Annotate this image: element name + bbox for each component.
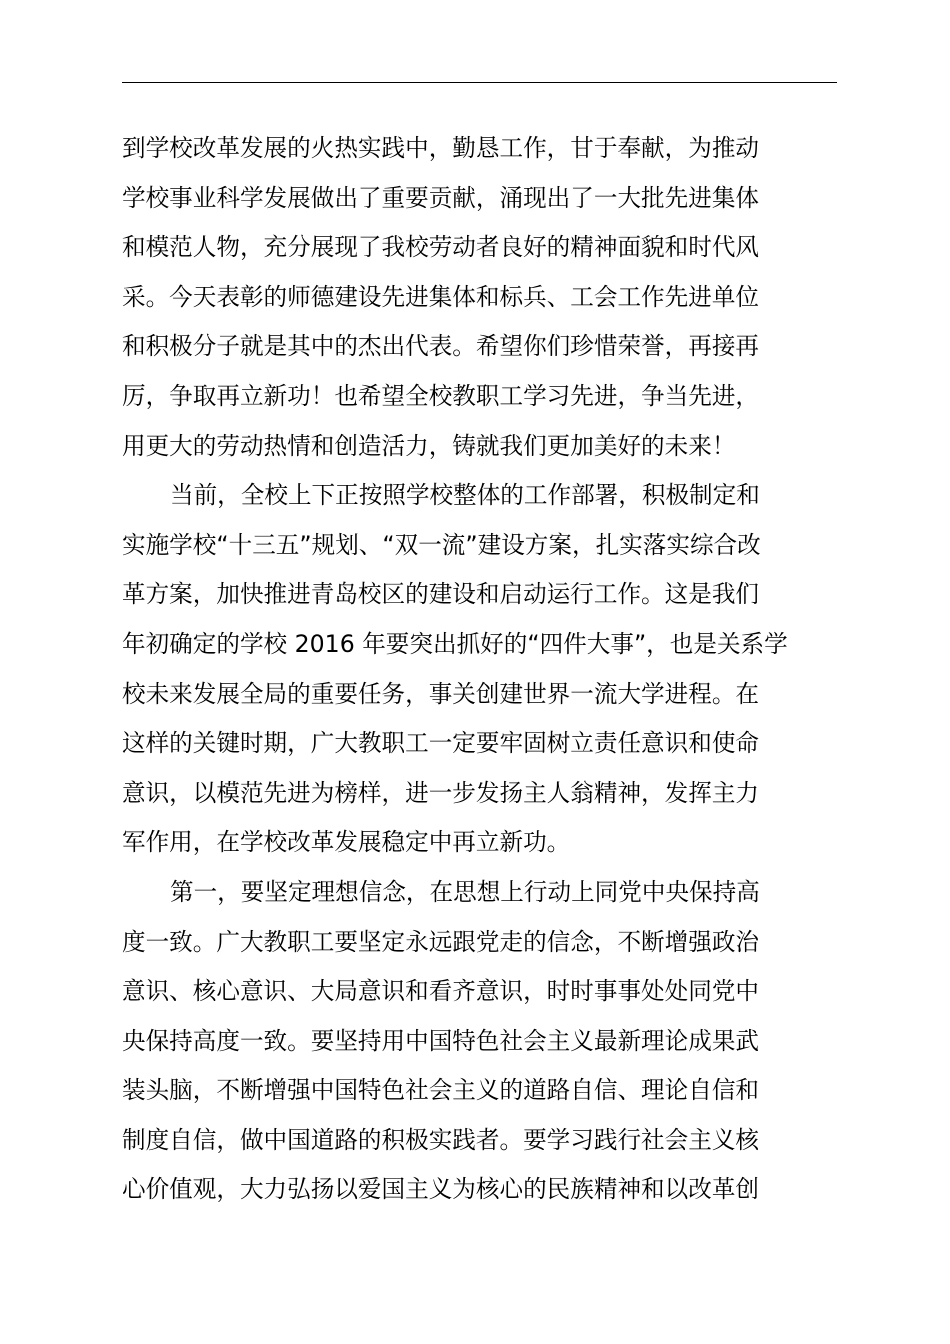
- text-line: 和模范人物，充分展现了我校劳动者良好的精神面貌和时代风: [122, 233, 760, 262]
- text-line: 厉，争取再立新功！也希望全校教职工学习先进，争当先进，: [122, 381, 760, 410]
- text-line: 心价值观，大力弘扬以爱国主义为核心的民族精神和以改革创: [122, 1175, 760, 1204]
- text-line: 到学校改革发展的火热实践中，勤恳工作，甘于奉献，为推动: [122, 134, 760, 162]
- text-line: 制度自信，做中国道路的积极实践者。要学习践行社会主义核: [122, 1125, 760, 1154]
- text-line: 用更大的劳动热情和创造活力，铸就我们更加美好的未来！: [122, 431, 736, 460]
- header-rule: [122, 82, 837, 83]
- text-line: 采。今天表彰的师德建设先进集体和标兵、工会工作先进单位: [122, 282, 760, 311]
- paragraph-first-line: 第一，要坚定理想信念，在思想上行动上同党中央保持高: [170, 877, 760, 906]
- text-line: 校未来发展全局的重要任务，事关创建世界一流大学进程。在: [122, 679, 760, 708]
- text-line: 军作用，在学校改革发展稳定中再立新功。: [122, 828, 571, 857]
- paragraph-first-line: 当前，全校上下正按照学校整体的工作部署，积极制定和: [170, 481, 760, 510]
- text-line: 这样的关键时期，广大教职工一定要牢固树立责任意识和使命: [122, 729, 760, 758]
- text-line: 度一致。广大教职工要坚定永远跟党走的信念，不断增强政治: [122, 927, 760, 956]
- text-line: 年初确定的学校 2016 年要突出抓好的“四件大事”，也是关系学: [122, 629, 788, 658]
- text-line: 央保持高度一致。要坚持用中国特色社会主义最新理论成果武: [122, 1026, 760, 1055]
- text-line: 实施学校“十三五”规划、“双一流”建设方案，扎实落实综合改: [122, 530, 761, 559]
- text-line: 意识、核心意识、大局意识和看齐意识，时时事事处处同党中: [122, 977, 760, 1006]
- text-line: 和积极分子就是其中的杰出代表。希望你们珍惜荣誉，再接再: [122, 332, 760, 361]
- body-text: [122, 124, 852, 1215]
- text-line: 学校事业科学发展做出了重要贡献，涌现出了一大批先进集体: [122, 183, 760, 212]
- text-line: 装头脑，不断增强中国特色社会主义的道路自信、理论自信和: [122, 1076, 760, 1105]
- text-line: 意识，以模范先进为榜样，进一步发扬主人翁精神，发挥主力: [122, 778, 760, 807]
- text-line: 革方案，加快推进青岛校区的建设和启动运行工作。这是我们: [122, 580, 760, 609]
